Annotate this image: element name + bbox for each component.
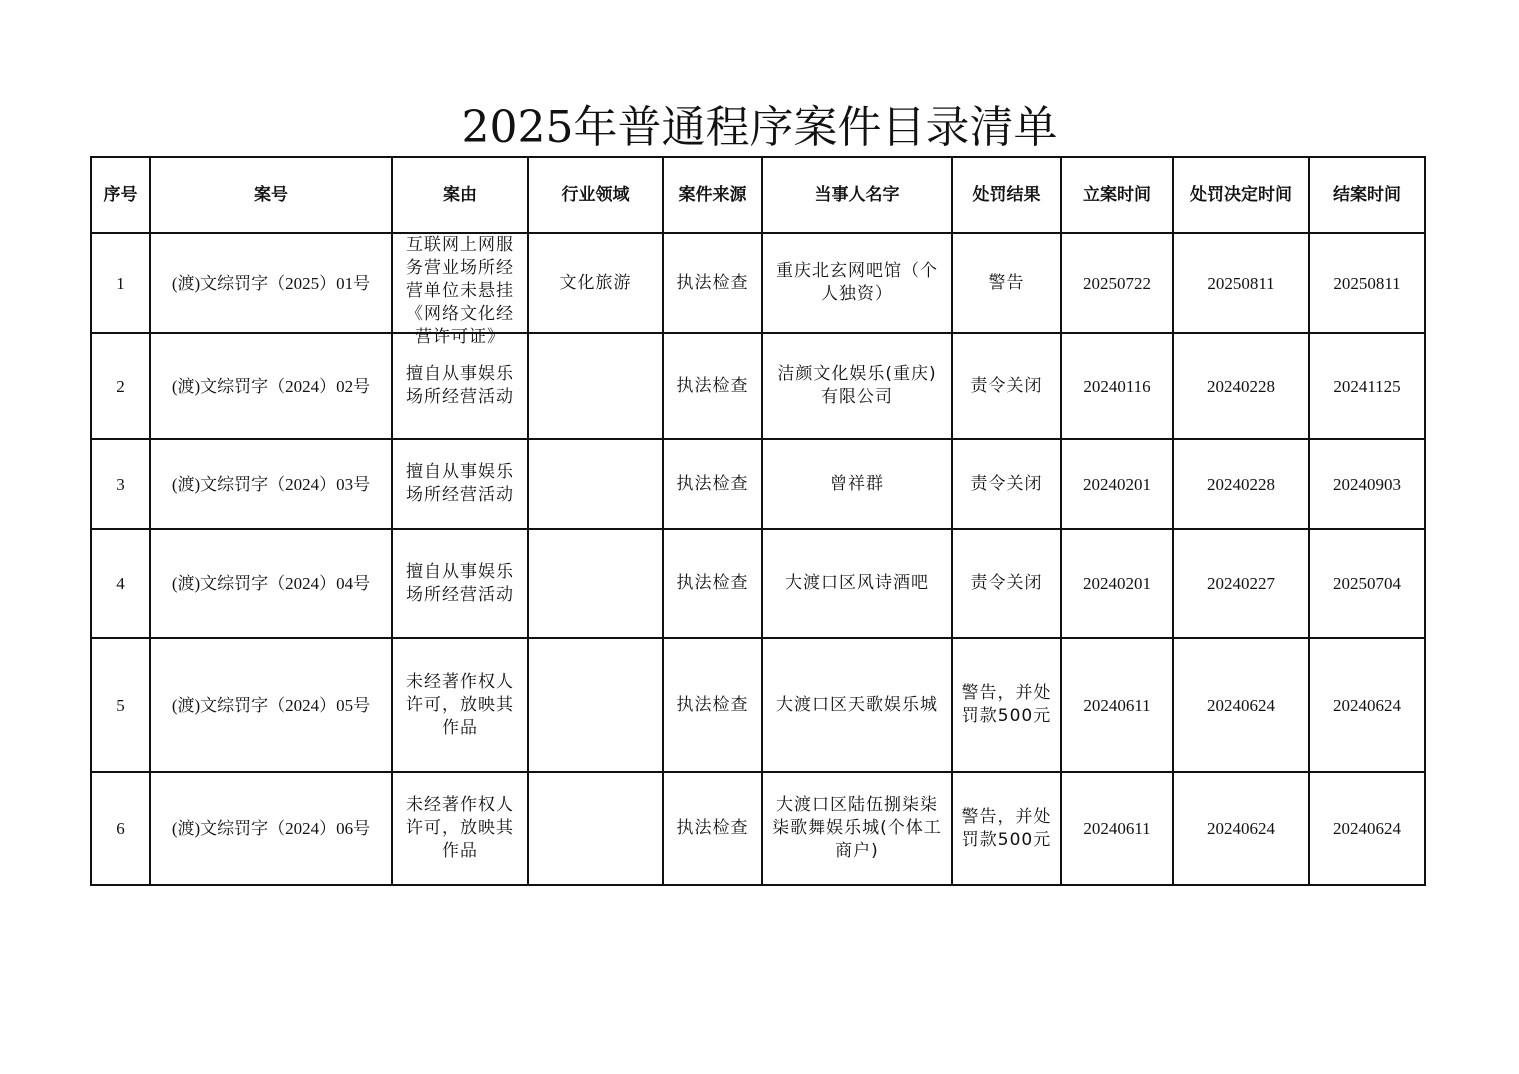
header-filed: 立案时间 [1061,157,1173,233]
cell-seq: 1 [91,233,150,333]
header-party: 当事人名字 [762,157,952,233]
cell-source: 执法检查 [663,638,762,772]
header-decided: 处罚决定时间 [1173,157,1309,233]
case-table [90,156,1426,886]
cell-result: 警告 [952,233,1061,333]
cell-closed: 20250811 [1309,233,1425,333]
cell-field [528,529,663,638]
cell-seq: 2 [91,333,150,439]
table-row [91,772,1425,885]
cell-field [528,638,663,772]
header-field: 行业领域 [528,157,663,233]
cell-field [528,772,663,885]
table-row [91,529,1425,638]
cell-decided: 20250811 [1173,233,1309,333]
cell-party: 重庆北玄网吧馆（个人独资） [762,233,952,333]
cell-decided: 20240624 [1173,772,1309,885]
cell-seq: 3 [91,439,150,529]
cell-party: 洁颜文化娱乐(重庆)有限公司 [762,333,952,439]
cell-cause: 未经著作权人许可，放映其作品 [392,638,528,772]
cell-party: 大渡口区风诗酒吧 [762,529,952,638]
cell-decided: 20240624 [1173,638,1309,772]
cell-filed: 20240611 [1061,638,1173,772]
cell-party: 曾祥群 [762,439,952,529]
cell-closed: 20240624 [1309,772,1425,885]
table-row [91,638,1425,772]
cell-seq: 4 [91,529,150,638]
cell-cause: 未经著作权人许可，放映其作品 [392,772,528,885]
cell-source: 执法检查 [663,772,762,885]
cell-filed: 20240116 [1061,333,1173,439]
cell-field [528,333,663,439]
cell-closed: 20241125 [1309,333,1425,439]
cell-party: 大渡口区天歌娱乐城 [762,638,952,772]
cell-cause: 擅自从事娱乐场所经营活动 [392,333,528,439]
cell-result: 责令关闭 [952,333,1061,439]
cell-case-no: (渡)文综罚字（2025）01号 [150,233,392,333]
cell-case-no: (渡)文综罚字（2024）02号 [150,333,392,439]
page-title: 2025年普通程序案件目录清单 [461,102,1058,153]
cell-source: 执法检查 [663,439,762,529]
cell-closed: 20240624 [1309,638,1425,772]
cell-seq: 5 [91,638,150,772]
cell-closed: 20250704 [1309,529,1425,638]
cell-cause: 互联网上网服务营业场所经营单位未悬挂《网络文化经营许可证》 [406,235,514,347]
header-result: 处罚结果 [952,157,1061,233]
table-row [91,333,1425,439]
header-source: 案件来源 [663,157,762,233]
cell-case-no: (渡)文综罚字（2024）05号 [150,638,392,772]
cell-decided: 20240227 [1173,529,1309,638]
cell-filed: 20240201 [1061,529,1173,638]
header-case-no: 案号 [150,157,392,233]
cell-filed: 20240201 [1061,439,1173,529]
header-seq: 序号 [91,157,150,233]
cell-result: 警告，并处罚款500元 [952,772,1061,885]
cell-field [528,439,663,529]
header-cause: 案由 [392,157,528,233]
cell-source: 执法检查 [663,233,762,333]
cell-case-no: (渡)文综罚字（2024）06号 [150,772,392,885]
cell-filed: 20250722 [1061,233,1173,333]
header-closed: 结案时间 [1309,157,1425,233]
cell-source: 执法检查 [663,333,762,439]
cell-result: 警告，并处罚款500元 [952,638,1061,772]
table-header-row [91,157,1425,233]
cell-filed: 20240611 [1061,772,1173,885]
table-row [91,439,1425,529]
cell-result: 责令关闭 [952,439,1061,529]
table-row [91,233,1425,333]
cell-source: 执法检查 [663,529,762,638]
cell-case-no: (渡)文综罚字（2024）03号 [150,439,392,529]
cell-decided: 20240228 [1173,333,1309,439]
cell-party: 大渡口区陆伍捌柒柒柒歌舞娱乐城(个体工商户) [762,772,952,885]
cell-cause: 擅自从事娱乐场所经营活动 [392,529,528,638]
cell-closed: 20240903 [1309,439,1425,529]
cell-result: 责令关闭 [952,529,1061,638]
cell-cause: 擅自从事娱乐场所经营活动 [392,439,528,529]
cell-decided: 20240228 [1173,439,1309,529]
cell-seq: 6 [91,772,150,885]
cell-field: 文化旅游 [528,233,663,333]
cell-case-no: (渡)文综罚字（2024）04号 [150,529,392,638]
